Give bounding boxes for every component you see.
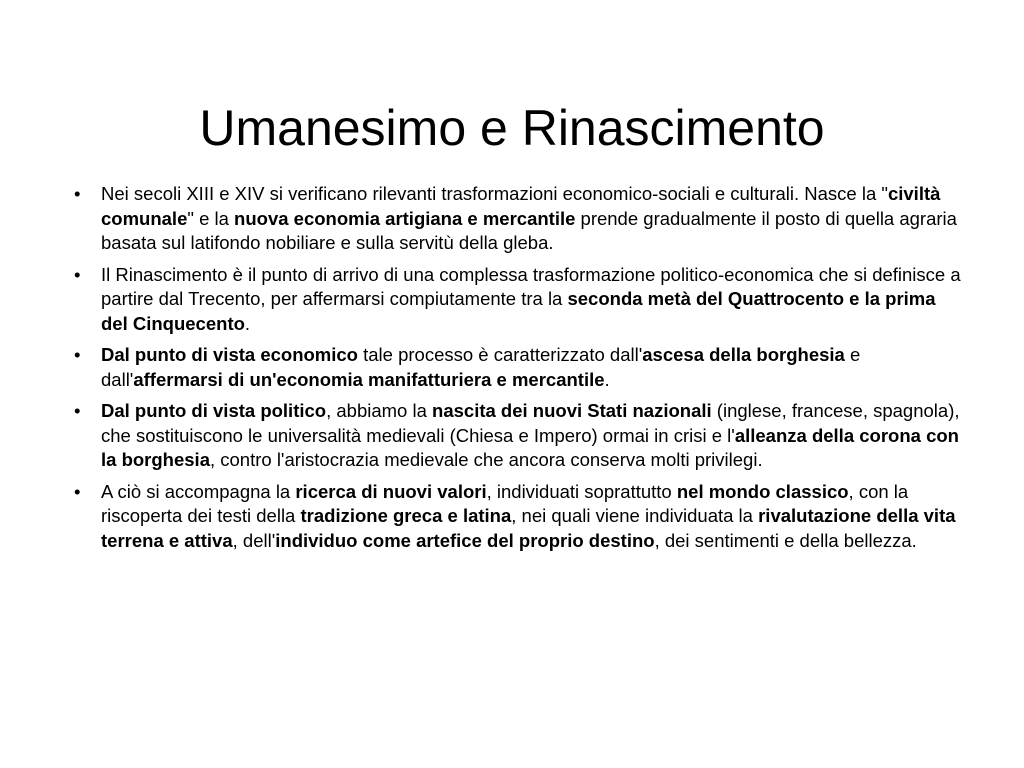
bold-text-run: ascesa della borghesia [642, 344, 845, 365]
text-run: . [244, 312, 251, 334]
text-run: prende gradualmente il posto di quella agraria basata sul latifondo nobiliare e sulla servitù della gleba. [101, 207, 957, 253]
text-run: , individuati soprattutto [486, 480, 677, 502]
text-run: Il Rinascimento è il punto di arrivo di una complessa trasformazione politico-economica che si definisce a partire dal Trecento, per affermarsi compiutamente tra la [101, 263, 961, 309]
bold-text-run: seconda metà del Quattrocento e la prima del Cinquecento [101, 288, 936, 334]
text-run: A ciò si accompagna la [101, 480, 296, 502]
text-run: , con la riscoperta dei testi della [101, 480, 909, 526]
bullet-dot-icon: • [74, 400, 81, 421]
text-run: , nei quali viene individuata la [511, 505, 759, 526]
bullet-item [74, 343, 966, 392]
text-run: e dall' [101, 344, 861, 390]
slide-title: Umanesimo e Rinascimento [199, 99, 825, 156]
bullet-list [74, 182, 966, 560]
text-run: tale processo è caratterizzato dall' [357, 344, 643, 365]
text-run: " e la [187, 207, 235, 229]
text-run: . [604, 368, 610, 390]
text-run: , abbiamo la [326, 400, 433, 421]
bold-text-run: nuova economia artigiana e mercantile [234, 207, 576, 229]
bold-text-run: Dal punto di vista politico [101, 400, 327, 421]
bullet-dot-icon: • [74, 480, 81, 502]
bullet-item [74, 480, 966, 554]
bullet-text [101, 264, 961, 334]
bullet-item [74, 263, 966, 337]
text-run: , contro l'aristocrazia medievale che ancora conserva molti privilegi. [209, 449, 763, 470]
bold-text-run: civiltà comunale [101, 183, 941, 229]
bold-text-run: individuo come artefice del proprio destino [275, 529, 655, 551]
bullet-dot-icon: • [74, 183, 81, 204]
bold-text-run: alleanza della corona con la borghesia [101, 424, 959, 470]
bullet-dot-icon: • [74, 344, 81, 365]
bullet-text [101, 481, 956, 551]
bullet-text [101, 344, 860, 390]
bold-text-run: affermarsi di un'economia manifatturiera e mercantile [133, 368, 605, 390]
bullet-item [74, 399, 966, 473]
text-run: Nei secoli XIII e XIV si verificano rilevanti trasformazioni economico-sociali e culturali. Nasce la " [101, 183, 888, 204]
bold-text-run: Dal punto di vista economico [101, 344, 358, 365]
bold-text-run: nel mondo classico [676, 480, 849, 502]
bold-text-run: rivalutazione della vita terrena e attiva [101, 505, 956, 551]
bold-text-run: ricerca di nuovi valori [295, 480, 487, 502]
text-run: (inglese, francese, spagnola), che sostituiscono le universalità medievali (Chiesa e Impero) ormai in crisi e l' [101, 400, 960, 446]
bold-text-run: tradizione greca e latina [300, 505, 512, 526]
bullet-item [74, 182, 966, 256]
text-run: , dell' [232, 529, 276, 551]
bullet-dot-icon: • [74, 263, 81, 285]
bullet-text [101, 400, 960, 470]
bullet-text [101, 183, 957, 253]
text-run: , dei sentimenti e della bellezza. [654, 529, 917, 551]
bold-text-run: nascita dei nuovi Stati nazionali [432, 400, 712, 421]
